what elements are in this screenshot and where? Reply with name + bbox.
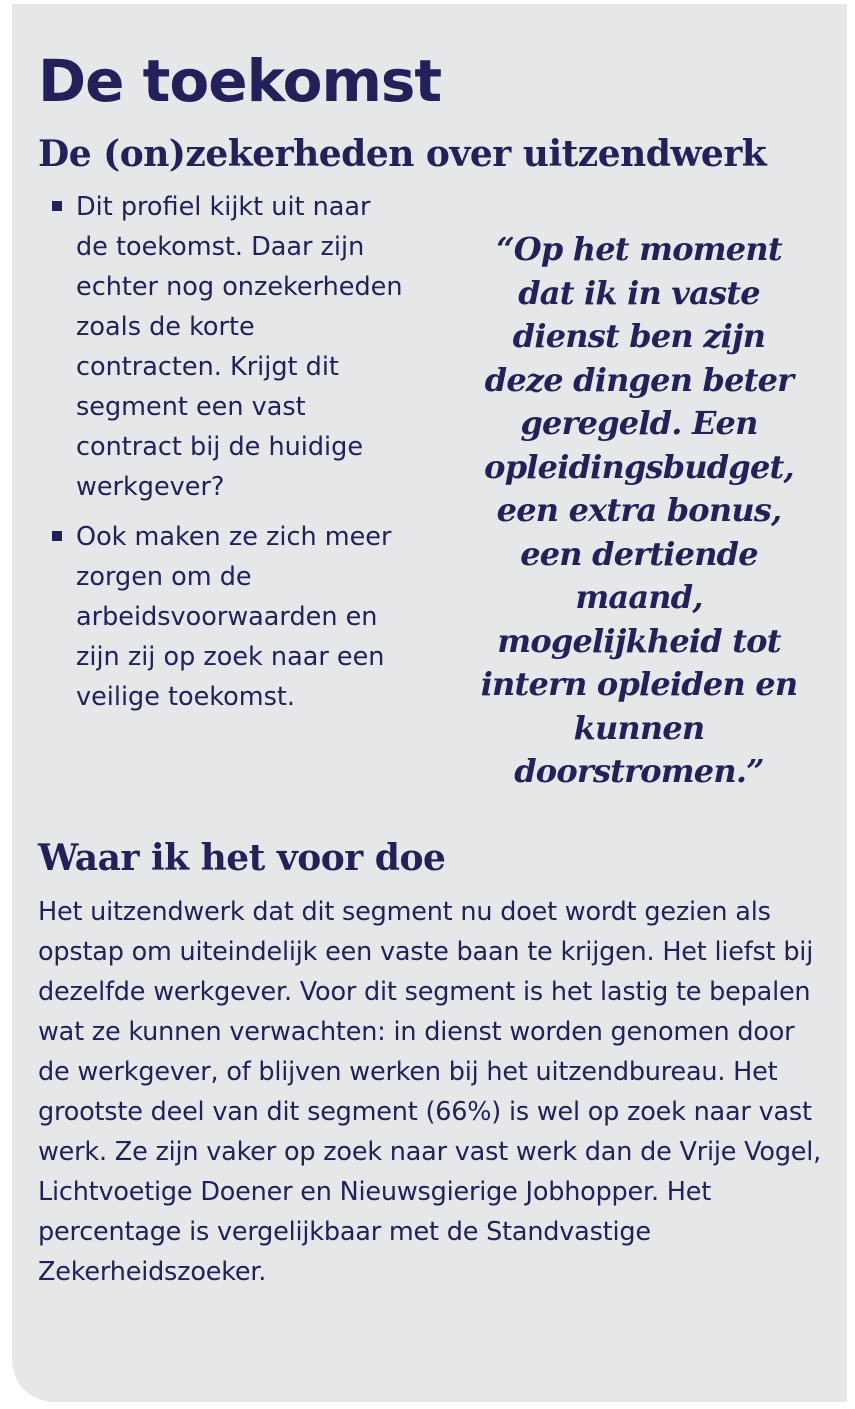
square-bullet-icon (52, 531, 62, 541)
bullet-text: Dit profiel kijkt uit naar de toekomst. Daar zijn echter nog onzekerheden zoals de korte contracten. Krijgt dit segment een vast contract bij de huidige werkgever? (76, 192, 403, 502)
section-heading-motivation: Waar ik het voor doe (38, 837, 446, 879)
section-heading-uncertainties: De (on)zekerheden over uitzendwerk (38, 133, 767, 175)
list-item (48, 517, 408, 717)
square-bullet-icon (52, 201, 62, 211)
bullet-list (48, 187, 408, 727)
bullet-text: Ook maken ze zich meer zorgen om de arbeidsvoorwaarden en zijn zij op zoek naar een veilige toekomst. (76, 522, 392, 712)
pull-quote: “Op het moment dat ik in vaste dienst ben zijn deze dingen beter geregeld. Een opleidingsbudget, een extra bonus, een dertiende maand, mogelijkheid tot intern opleiden en kunnen doorstromen.” (480, 230, 798, 790)
content-panel (12, 4, 847, 1402)
list-item (48, 187, 408, 507)
page-title: De toekomst (38, 47, 442, 115)
body-paragraph: Het uitzendwerk dat dit segment nu doet wordt gezien als opstap om uiteindelijk een vaste baan te krijgen. Het liefst bij dezelfde werkgever. Voor dit segment is het lastig te bepalen wat ze kunnen verwachten: in dienst worden genomen door de werkgever, of blijven werken bij het uitzendbureau. Het grootste deel van dit segment (66%) is wel op zoek naar vast werk. Ze zijn vaker op zoek naar vast werk dan de Vrije Vogel, Lichtvoetige Doener en Nieuwsgierige Jobhopper. Het percentage is vergelijkbaar met de Standvastige Zekerheidszoeker. (38, 897, 822, 1287)
